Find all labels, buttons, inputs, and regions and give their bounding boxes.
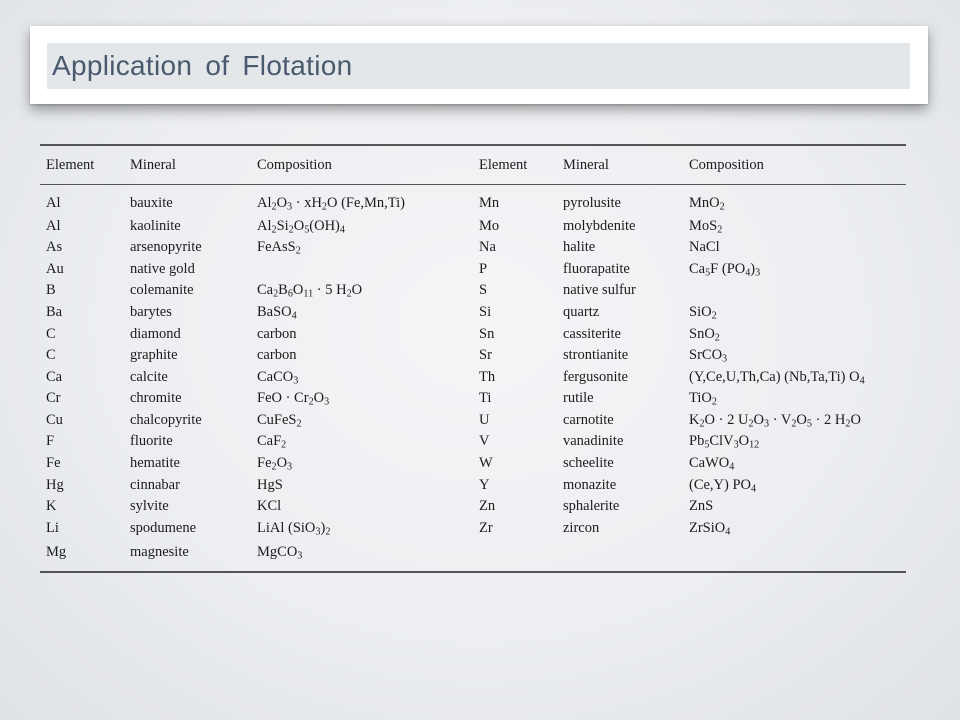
composition-cell: FeO · $Cr_2O_3$ [257, 390, 330, 408]
mineral-cell: carnotite [563, 411, 614, 428]
mineral-cell: kaolinite [130, 217, 181, 234]
table-row [40, 453, 906, 475]
slide-title: Application of Flotation [52, 50, 353, 81]
element-cell: Ba [46, 303, 63, 320]
mineral-cell: arsenopyrite [130, 239, 202, 256]
table-row [40, 409, 906, 431]
element-cell: Cr [46, 390, 61, 407]
element-cell: Mg [46, 543, 67, 560]
element-cell: K [46, 498, 57, 515]
composition-cell: CaF$_2$ [257, 433, 287, 452]
element-cell: As [46, 239, 63, 256]
composition-cell: KCl [257, 498, 282, 515]
composition-cell: CuFeS$_2$ [257, 411, 302, 430]
composition-cell: SnO$_2$ [689, 325, 720, 344]
mineral-cell: pyrolusite [563, 194, 621, 211]
table-row [40, 431, 906, 453]
mineral-cell: magnesite [130, 543, 189, 560]
composition-cell [683, 280, 906, 302]
mineral-cell: native sulfur [563, 282, 636, 299]
mineral-cell: molybdenite [563, 217, 636, 234]
composition-cell: TiO$_2$ [689, 390, 717, 408]
mineral-cell: chromite [130, 390, 182, 407]
element-cell: Al [46, 217, 61, 234]
header-mineral-left: Mineral [124, 145, 251, 185]
mineral-cell: zircon [563, 519, 600, 536]
table-row [40, 539, 906, 572]
mineral-cell: hematite [130, 455, 180, 472]
composition-cell: BaSO$_4$ [257, 303, 297, 322]
mineral-cell: fergusonite [563, 368, 628, 385]
composition-cell: MgCO$_3$ [257, 543, 303, 562]
mineral-cell: colemanite [130, 282, 194, 299]
table-row [40, 258, 906, 280]
mineral-cell: fluorite [130, 433, 173, 450]
composition-cell: $Al_2Si_2O_5(OH)_4$ [257, 217, 345, 236]
mineral-cell: quartz [563, 303, 600, 320]
mineral-cell: sylvite [130, 498, 169, 515]
composition-cell [683, 539, 906, 572]
composition-cell: carbon [257, 347, 297, 364]
composition-cell: SrCO$_3$ [689, 347, 728, 365]
composition-cell: $Ca_2B_6O_{11} \cdot 5$ $H_2O$ [257, 282, 363, 300]
mineral-cell: monazite [563, 476, 617, 493]
mineral-cell: fluorapatite [563, 260, 630, 277]
element-cell: Al [46, 194, 61, 211]
composition-cell: carbon [257, 325, 297, 342]
mineral-cell: halite [563, 239, 596, 256]
composition-cell [251, 258, 473, 280]
table-row [40, 496, 906, 518]
mineral-cell: barytes [130, 303, 172, 320]
element-cell: W [479, 455, 493, 472]
flotation-table-container [40, 144, 906, 573]
element-cell: Ca [46, 368, 63, 385]
mineral-cell: spodumene [130, 519, 197, 536]
header-element-right: Element [473, 145, 557, 185]
mineral-cell: calcite [130, 368, 168, 385]
header-element-left: Element [40, 145, 124, 185]
table-bottom-rule [40, 572, 906, 573]
composition-cell: $Fe_2O_3$ [257, 455, 293, 473]
table-row [40, 323, 906, 345]
composition-cell: ZrSiO$_4$ [689, 519, 731, 538]
composition-cell: ZnS [689, 498, 714, 515]
mineral-cell: strontianite [563, 347, 629, 364]
table-row [40, 185, 906, 216]
mineral-cell: bauxite [130, 194, 173, 211]
composition-cell: $Pb_5ClV_3O_{12}$ [689, 433, 760, 452]
mineral-cell: cassiterite [563, 325, 621, 342]
title-card [30, 26, 928, 104]
element-cell: C [46, 347, 56, 364]
element-cell: Fe [46, 455, 61, 472]
mineral-cell: sphalerite [563, 498, 620, 515]
composition-cell: CaCO$_3$ [257, 368, 299, 387]
table-row [40, 366, 906, 388]
mineral-cell: chalcopyrite [130, 411, 202, 428]
table-body [40, 185, 906, 572]
composition-cell: MnO$_2$ [689, 194, 725, 213]
element-cell: Au [46, 260, 64, 277]
element-cell: V [479, 433, 490, 450]
element-cell [473, 539, 557, 572]
element-cell: Th [479, 368, 496, 385]
header-composition-left: Composition [251, 145, 473, 185]
composition-cell: CaWO$_4$ [689, 455, 735, 473]
element-cell: B [46, 282, 56, 299]
mineral-cell: cinnabar [130, 476, 180, 493]
table-row [40, 345, 906, 367]
composition-cell: (Y,Ce,U,Th,Ca) (Nb,Ta,Ti) $O_4$ [689, 368, 865, 387]
element-cell: Zr [479, 519, 493, 536]
mineral-cell: vanadinite [563, 433, 624, 450]
element-cell: F [46, 433, 55, 450]
element-cell: Y [479, 476, 490, 493]
composition-cell: $Ca_5F$ $(PO_4)_3$ [689, 260, 761, 279]
element-cell: Mn [479, 194, 500, 211]
composition-cell: $Al_2O_3 \cdot xH_2O$ (Fe,Mn,Ti) [257, 194, 406, 213]
element-cell: Sr [479, 347, 492, 364]
mineral-cell: rutile [563, 390, 594, 407]
mineral-cell: scheelite [563, 455, 614, 472]
element-cell: Cu [46, 411, 63, 428]
element-cell: U [479, 411, 490, 428]
element-cell: Ti [479, 390, 492, 407]
element-cell: Mo [479, 217, 500, 234]
composition-cell: FeAsS$_2$ [257, 239, 301, 257]
element-cell: Sn [479, 325, 495, 342]
element-cell: S [479, 282, 488, 299]
element-cell: C [46, 325, 56, 342]
table-row [40, 517, 906, 539]
flotation-minerals-table [40, 144, 906, 573]
composition-cell: MoS$_2$ [689, 217, 723, 236]
composition-cell: (Ce,Y) $PO_4$ [689, 476, 757, 495]
header-mineral-right: Mineral [557, 145, 683, 185]
element-cell: Na [479, 239, 496, 256]
element-cell: P [479, 260, 488, 277]
header-composition-right: Composition [683, 145, 906, 185]
composition-cell: $K_2O \cdot 2$ $U_2O_3 \cdot V_2O_5 \cdot 2$ $H_2O$ [689, 411, 861, 430]
table-header-row [40, 145, 906, 185]
mineral-cell [557, 539, 683, 572]
composition-cell: NaCl [689, 239, 720, 256]
composition-cell: HgS [257, 476, 283, 493]
element-cell: Hg [46, 476, 64, 493]
table-row [40, 237, 906, 259]
composition-cell: SiO$_2$ [689, 303, 717, 322]
table-row [40, 388, 906, 410]
element-cell: Zn [479, 498, 496, 515]
table-row [40, 280, 906, 302]
mineral-cell: graphite [130, 347, 178, 364]
composition-cell: LiAl $(SiO_3)_2$ [257, 519, 331, 538]
mineral-cell: diamond [130, 325, 181, 342]
table-row [40, 474, 906, 496]
element-cell: Si [479, 303, 492, 320]
mineral-cell: native gold [130, 260, 195, 277]
element-cell: Li [46, 519, 59, 536]
table-row [40, 215, 906, 237]
title-bar [47, 43, 910, 89]
table-row [40, 301, 906, 323]
